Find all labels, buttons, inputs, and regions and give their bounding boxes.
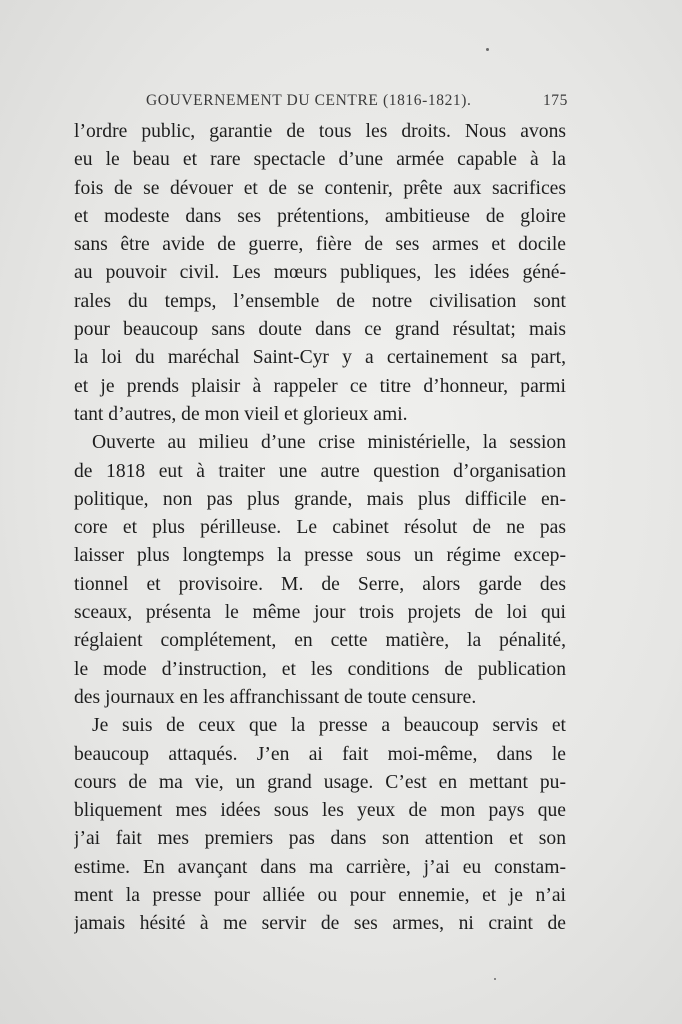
text-line: au pouvoir civil. Les mœurs publiques, les idées géné- xyxy=(74,262,566,284)
text-line: estime. En avançant dans ma carrière, j’ai eu constam- xyxy=(74,856,566,878)
text-line: sceaux, présenta le même jour trois projets de loi qui xyxy=(74,602,566,624)
paper-speck xyxy=(486,48,489,51)
text-line: beaucoup attaqués. J’en ai fait moi-même, dans le xyxy=(74,743,566,765)
text-line: et je prends plaisir à rappeler ce titre d’honneur, parmi xyxy=(74,375,566,397)
paragraph-1 xyxy=(74,118,566,429)
text-line: tionnel et provisoire. M. de Serre, alors garde des xyxy=(74,573,566,595)
text-line: réglaient complétement, en cette matière, la pénalité, xyxy=(74,630,566,652)
text-line: j’ai fait mes premiers pas dans son attention et son xyxy=(74,828,566,850)
paper-speck xyxy=(494,978,496,980)
text-line: ment la presse pour alliée ou pour ennemie, et je n’ai xyxy=(74,885,566,907)
text-line: jamais hésité à me servir de ses armes, ni craint de xyxy=(74,913,566,935)
text-line: des journaux en les affranchissant de toute censure. xyxy=(74,686,477,708)
text-line: de 1818 eut à traiter une autre question d’organisation xyxy=(74,460,566,482)
running-head-title: GOUVERNEMENT DU CENTRE (1816-1821). xyxy=(146,92,472,109)
paragraph-2 xyxy=(74,429,566,712)
running-head xyxy=(146,92,568,114)
text-line: et modeste dans ses prétentions, ambitieuse de gloire xyxy=(74,205,566,227)
text-line: bliquement mes idées sous les yeux de mon pays que xyxy=(74,800,566,822)
text-line: la loi du maréchal Saint-Cyr y a certainement sa part, xyxy=(74,347,566,369)
text-line: Je suis de ceux que la presse a beaucoup servis et xyxy=(92,715,566,737)
text-line: cours de ma vie, un grand usage. C’est en mettant pu- xyxy=(74,771,566,793)
text-line: le mode d’instruction, et les conditions de publication xyxy=(74,658,566,680)
text-line: eu le beau et rare spectacle d’une armée capable à la xyxy=(74,149,566,171)
text-line: Ouverte au milieu d’une crise ministérielle, la session xyxy=(92,432,566,454)
text-line: laisser plus longtemps la presse sous un régime excep- xyxy=(74,545,566,567)
text-line: core et plus périlleuse. Le cabinet résolut de ne pas xyxy=(74,517,566,539)
text-line: pour beaucoup sans doute dans ce grand résultat; mais xyxy=(74,319,566,341)
text-line: sans être avide de guerre, fière de ses armes et docile xyxy=(74,234,566,256)
text-line: rales du temps, l’ensemble de notre civilisation sont xyxy=(74,290,566,312)
paragraph-3 xyxy=(74,712,566,938)
text-line: l’ordre public, garantie de tous les droits. Nous avons xyxy=(74,121,566,142)
text-line: tant d’autres, de mon vieil et glorieux ami. xyxy=(74,403,408,425)
body-text xyxy=(74,118,566,939)
text-line: politique, non pas plus grande, mais plus difficile en- xyxy=(74,488,566,510)
page-number: 175 xyxy=(542,92,568,109)
text-line: fois de se dévouer et de se contenir, prête aux sacrifices xyxy=(74,177,566,199)
